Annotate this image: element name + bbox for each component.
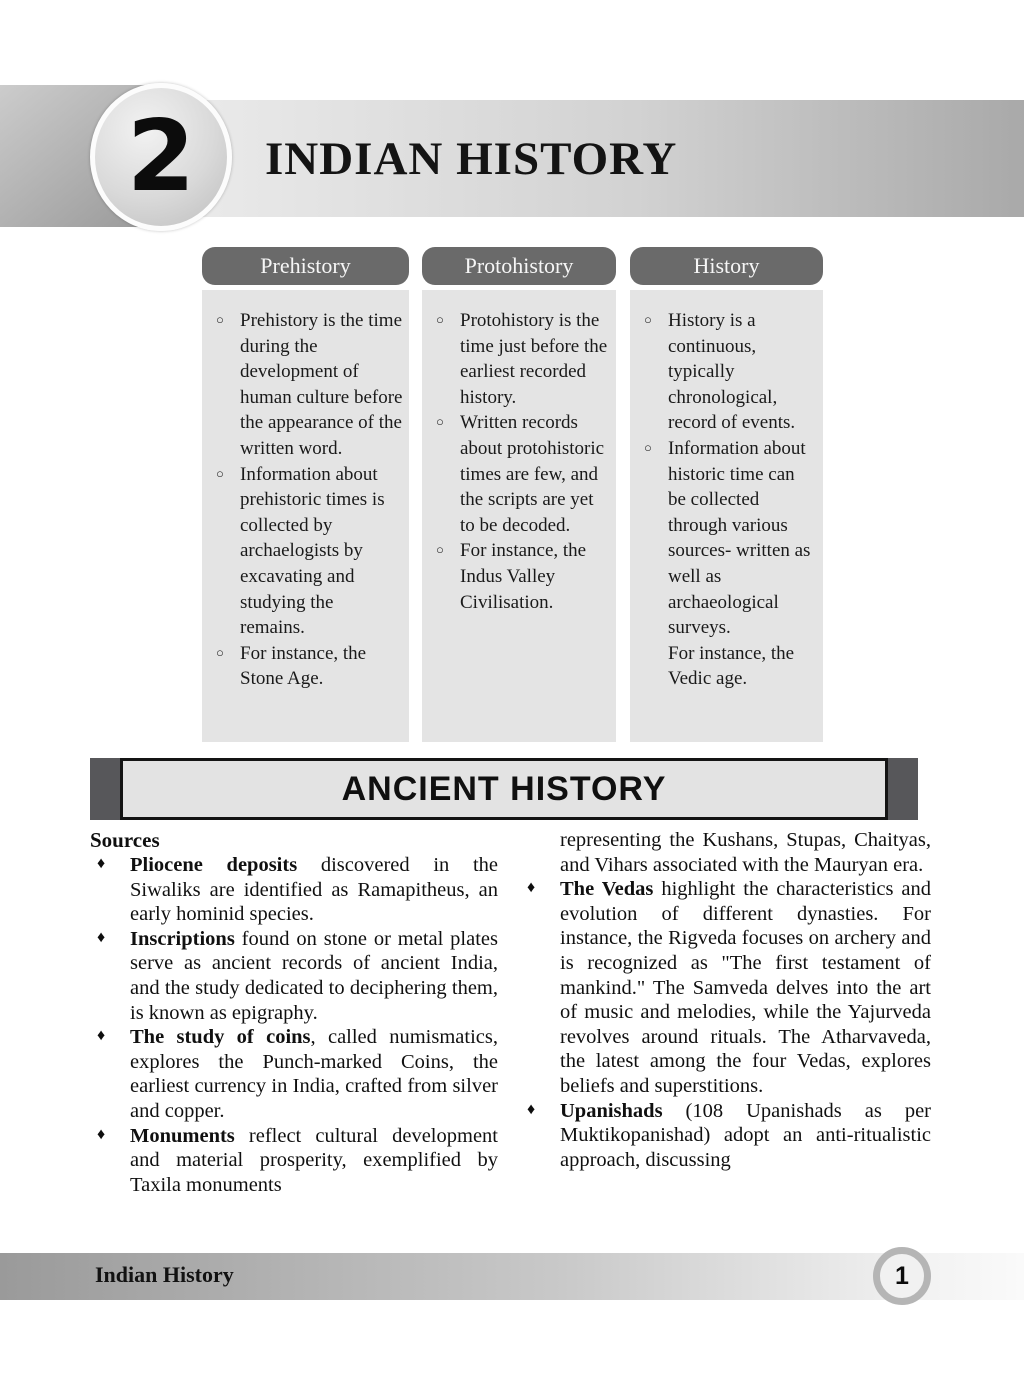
bullet-icon: ♦ — [97, 1125, 106, 1143]
list-item — [210, 641, 403, 692]
body-column-right — [520, 828, 931, 1172]
list-item — [520, 828, 931, 877]
list-item — [638, 308, 817, 436]
bullet-icon: ○ — [436, 542, 444, 558]
sources-heading: Sources — [90, 828, 160, 852]
list-item-text: The Vedas highlight the characteristics and evolution of different dynasties. For instance, the Rigveda focuses on archery and is recognized as "The first testament of mankind." The Samveda delves into the art of music and melodies, while the Yajurveda revolves around rituals. The Atharvaveda, the latest among the four Vedas, explores beliefs and superstitions. — [560, 878, 931, 1097]
list-item — [210, 462, 403, 641]
bullet-icon: ♦ — [97, 928, 106, 946]
banner-end-cap-left — [90, 758, 120, 820]
timeline-column-body — [630, 290, 823, 742]
timeline-column-protohistory — [422, 247, 616, 742]
list-item — [210, 308, 403, 462]
chapter-number: 2 — [126, 100, 196, 214]
sources-list-left — [90, 853, 498, 1197]
chapter-number-badge — [90, 83, 232, 231]
body-column-left — [90, 828, 498, 1197]
list-item-text: Prehistory is the time during the development of human culture before the appearance of the written word. — [240, 310, 403, 459]
list-item — [90, 927, 498, 1025]
list-item-text: Monuments reflect cultural development and material prosperity, exemplified by Taxila monuments — [130, 1124, 498, 1196]
list-item — [430, 410, 610, 538]
chapter-title: INDIAN HISTORY — [265, 132, 678, 185]
bullet-icon: ○ — [216, 312, 224, 327]
banner-center — [120, 758, 888, 820]
list-item-text: Protohistory is the time just before the earliest recorded history. — [460, 310, 608, 408]
bullet-icon: ♦ — [97, 855, 106, 872]
section-banner — [90, 758, 918, 820]
list-item-text: Inscriptions found on stone or metal plates serve as ancient records of ancient India, and the study dedicated to deciphering them, is known as epigraphy. — [130, 927, 498, 1024]
list-item-text: For instance, the Vedic age. — [668, 642, 795, 690]
list-item — [430, 538, 610, 615]
list-item — [520, 1099, 931, 1173]
bullet-icon: ○ — [216, 465, 224, 481]
list-item — [520, 877, 931, 1098]
timeline-column-prehistory — [202, 247, 409, 742]
timeline-column-body — [422, 290, 616, 742]
timeline-column-title: History — [693, 253, 760, 278]
timeline-column-header — [630, 247, 823, 285]
timeline-column-title: Prehistory — [260, 253, 351, 278]
list-item-text: representing the Kushans, Stupas, Chaityas, and Vihars associated with the Mauryan era. — [560, 829, 931, 876]
bullet-icon: ♦ — [527, 879, 536, 897]
list-item — [638, 436, 817, 641]
bullet-spacer — [520, 828, 560, 877]
list-item — [90, 853, 498, 927]
banner-end-cap-right — [888, 758, 918, 820]
bullet-icon: ♦ — [97, 1027, 106, 1045]
timeline-column-body — [202, 290, 409, 742]
bullet-icon: ○ — [216, 644, 224, 660]
section-title: ANCIENT HISTORY — [341, 769, 667, 808]
list-item-text: History is a continuous, typically chronological, record of events. — [668, 310, 796, 434]
list-item — [638, 641, 817, 692]
sources-list-right — [520, 828, 931, 1172]
list-item-text: For instance, the Stone Age. — [240, 642, 367, 690]
bullet-icon: ○ — [436, 414, 444, 430]
list-item-text: For instance, the Indus Valley Civilisation. — [460, 540, 587, 613]
list-item-text: Information about prehistoric times is collected by archaelogists by excavating and studying the remains. — [240, 463, 385, 639]
list-item-text: Upanishads (108 Upanishads as per Muktikopanishad) adopt an anti-ritualistic approach, discussing — [560, 1099, 931, 1171]
bullet-icon: ♦ — [527, 1100, 536, 1118]
bullet-icon: ○ — [644, 312, 652, 327]
list-item — [90, 1025, 498, 1123]
footer-book-title: Indian History — [95, 1262, 234, 1287]
list-item-text: The study of coins, called numismatics, explores the Punch-marked Coins, the earliest currency in India, crafted from silver and copper. — [130, 1026, 498, 1122]
timeline-column-title: Protohistory — [464, 253, 574, 278]
list-item — [430, 308, 610, 410]
bullet-icon: ○ — [644, 439, 652, 455]
bullet-icon: ○ — [436, 312, 444, 327]
chapter-title-bar — [160, 100, 1024, 217]
timeline-column-header — [422, 247, 616, 285]
timeline-column-history — [630, 247, 823, 742]
bullet-spacer — [638, 641, 668, 692]
list-item — [90, 1124, 498, 1198]
page-number: 1 — [895, 1261, 909, 1290]
timeline-column-header — [202, 247, 409, 285]
list-item-text: Pliocene deposits discovered in the Siwaliks are identified as Ramapitheus, an early hominid species. — [130, 854, 498, 926]
list-item-text: Written records about protohistoric times are few, and the scripts are yet to be decoded. — [460, 412, 605, 536]
list-item-text: Information about historic time can be collected through various sources- written as well as archaeological surveys. — [668, 437, 811, 639]
page-number-badge — [873, 1247, 931, 1305]
